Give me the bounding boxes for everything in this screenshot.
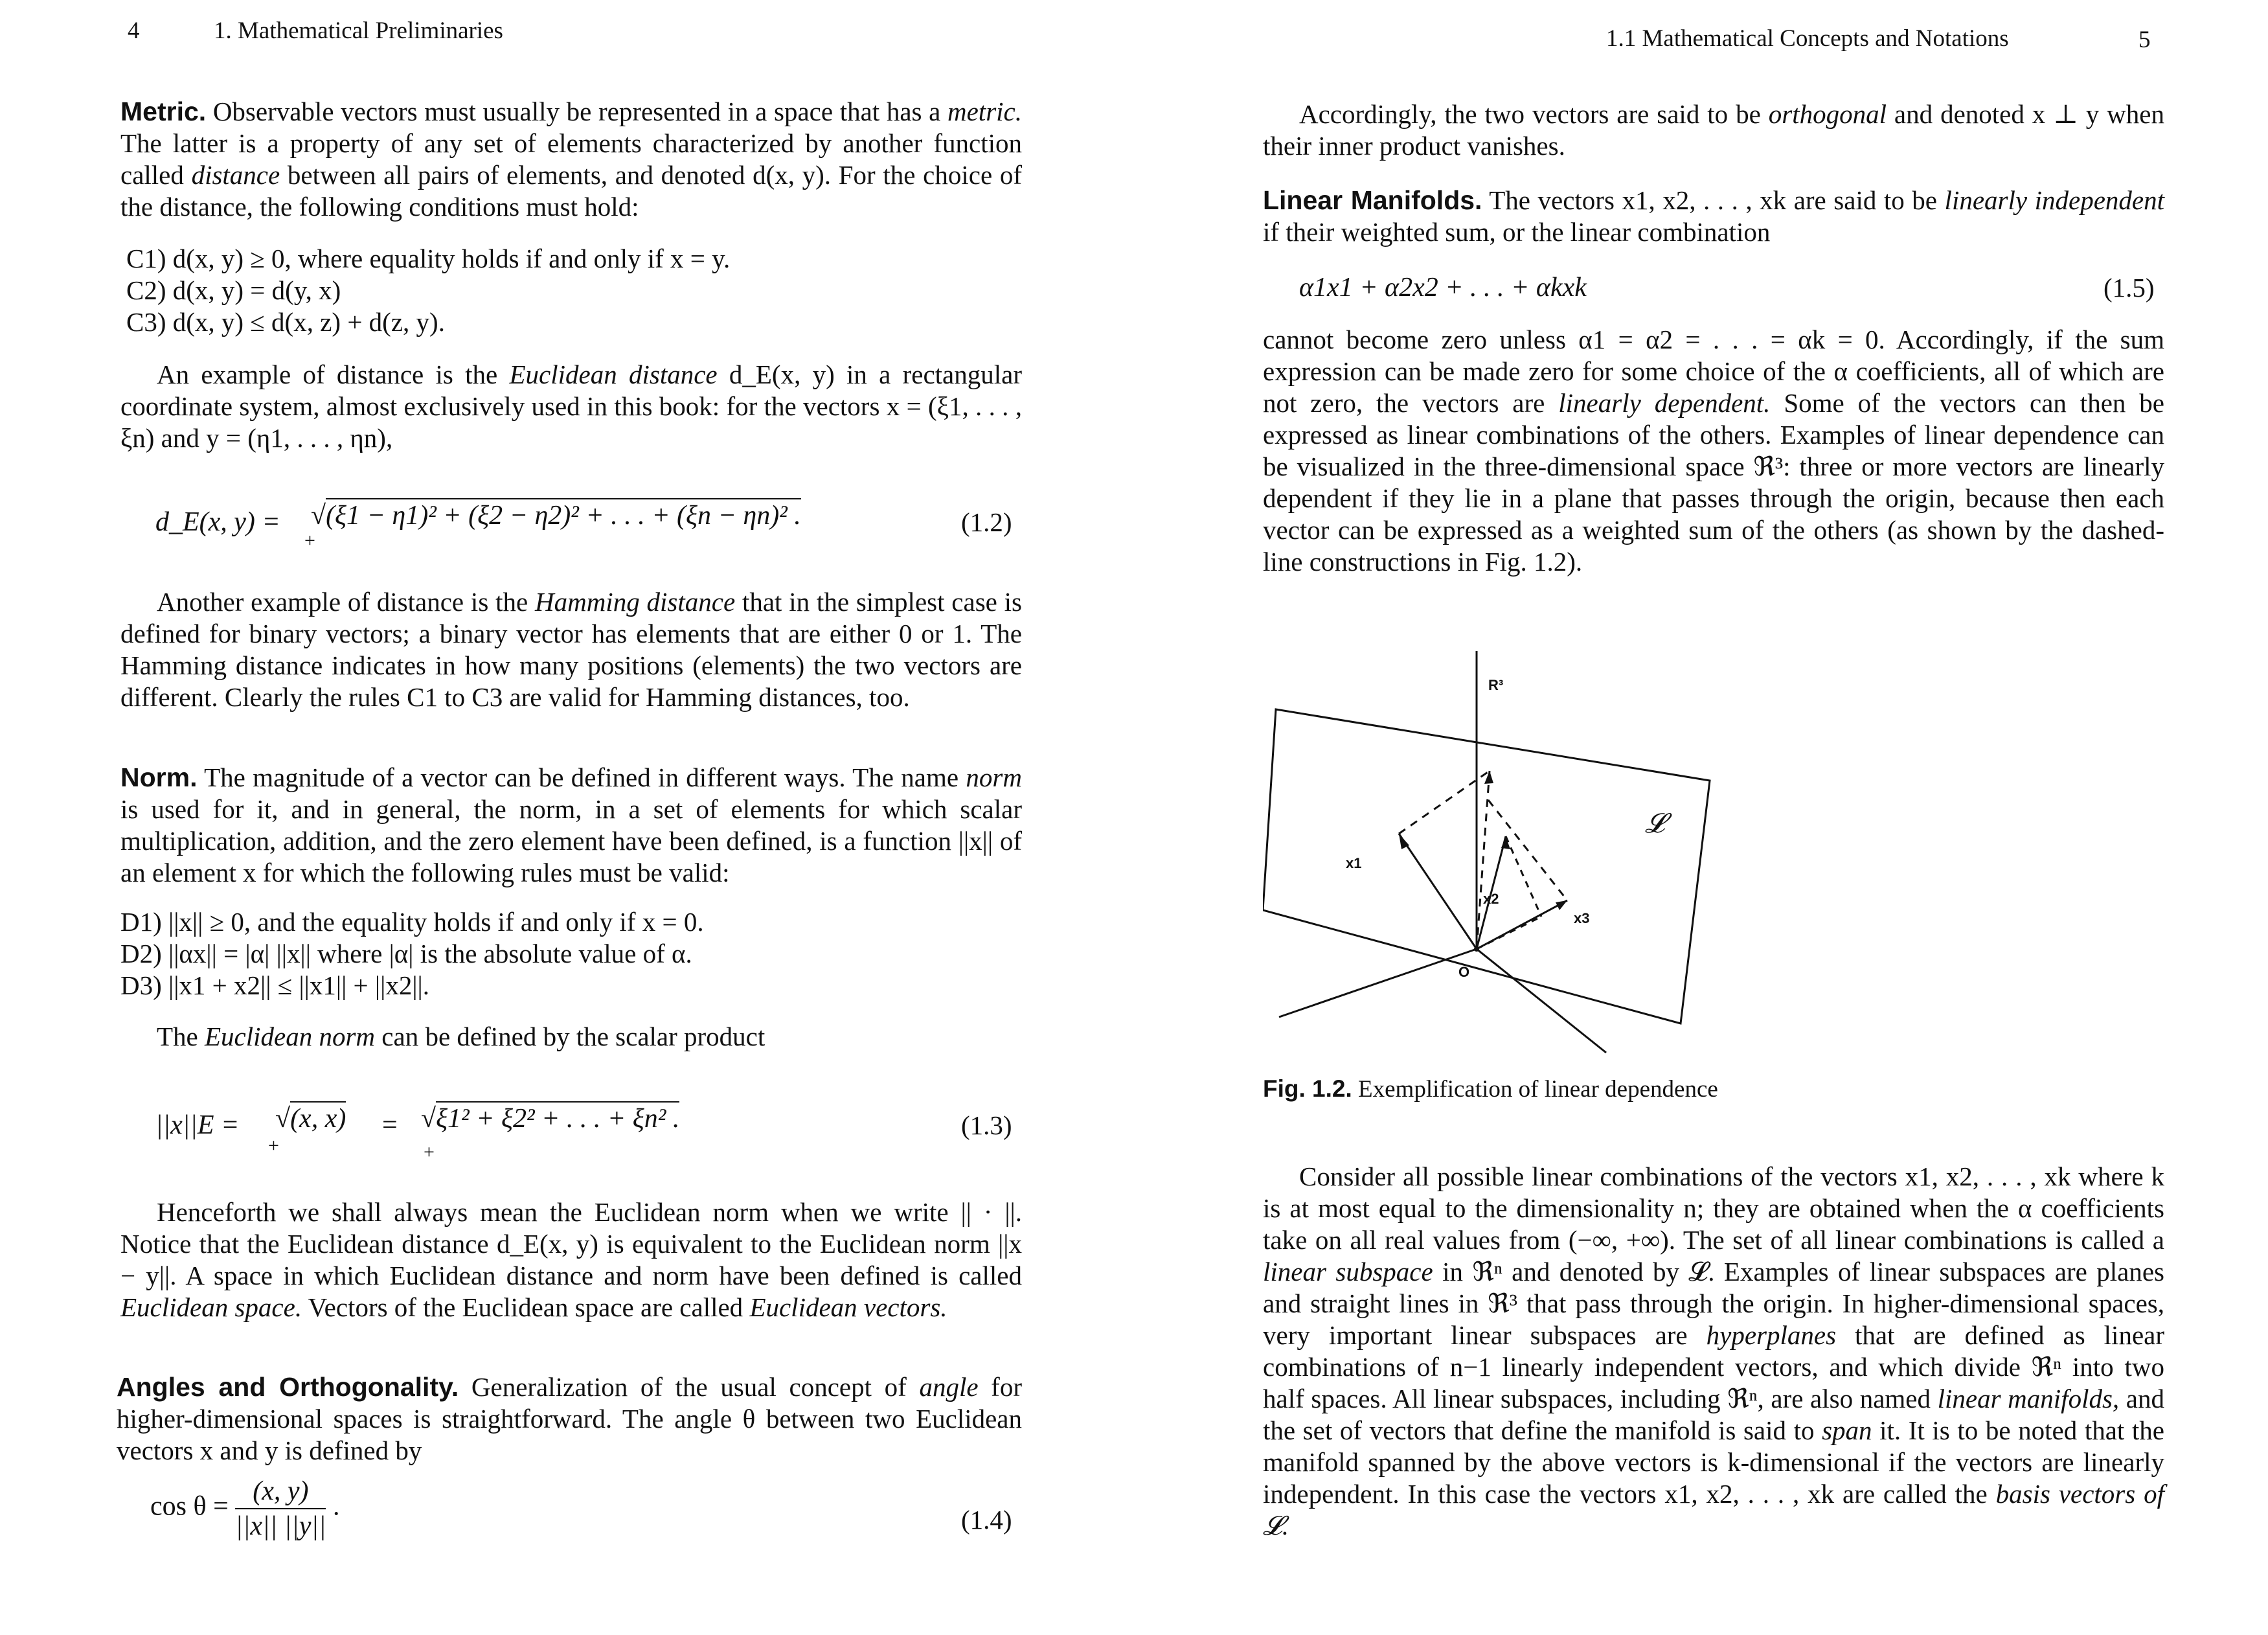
eq-1-5-expression: α1x1 + α2x2 + . . . + αkxk (1299, 273, 1587, 303)
eq-1-2-plus: + (304, 530, 315, 551)
eq-1-3-lhs: ||x||E = (155, 1110, 240, 1140)
orthogonal-paragraph: Accordingly, the two vectors are said to be orthogonal and denoted x ⊥ y when their inner product vanishes. (1263, 99, 2164, 161)
label-x1: x1 (1346, 855, 1362, 871)
eq-1-3-number: (1.3) (961, 1110, 1012, 1140)
linear-subspace-paragraph: Consider all possible linear combinations of the vectors x1, x2, . . . , xk where k is at most equal to the dimensionality n; they are obtained when the α coefficients take on all real values from (−∞, +∞). The set of all linear combinations is called a linear subspace in ℜⁿ and denoted by 𝓛. Examples of linear subspaces are planes and straight lines in ℜ³ that pass through the origin. In higher-dimensional spaces, very important linear subspaces are hyperplanes that are defined as linear combinations of n−1 linearly independent vectors, and which divide ℜⁿ into two half spaces. All linear subspaces, including ℜⁿ, are also named linear manifolds, and the set of vectors that define the manifold is said to span it. It is to be noted that the manifold spanned by the above vectors is k-dimensional if the vectors are linearly independent. In this case the vectors x1, x2, . . . , xk are called the basis vectors of 𝓛. (1263, 1161, 2165, 1540)
eq-1-3-plus-2: + (424, 1141, 435, 1163)
label-x2: x2 (1483, 891, 1499, 907)
eq-1-2-radical: √(ξ1 − η1)² + (ξ2 − η2)² + . . . + (ξn − ηn)² . (311, 500, 801, 531)
eq-1-4-number: (1.4) (961, 1505, 1012, 1535)
linear-dependence-paragraph: cannot become zero unless α1 = α2 = . . . = αk = 0. Accordingly, if the sum expression can be made zero for some choice of the α coefficients, all of which are not zero, the vectors are linearly dependent. Some of the vectors can then be expressed as linear combinations of the others. Examples of linear dependence can be visualized in the three-dimensional space ℜ³: three or more vectors are linearly dependent if they lie in a plane that passes through the origin, because then each vector can be expressed as a weighted sum of the others (as shown by the dashed-line constructions in Fig. 1.2). (1263, 325, 2164, 577)
linear-manifolds-heading: Linear Manifolds. (1263, 185, 1482, 215)
condition-c3: C3) d(x, y) ≤ d(x, z) + d(z, y). (126, 307, 445, 337)
euclidean-distance-paragraph: An example of distance is the Euclidean distance d_E(x, y) in a rectangular coordinate system, almost exclusively used in this book: for the vectors x = (ξ1, . . . , ξn) and y = (η1, . . . , ηn), (120, 360, 1022, 453)
origin-point (1474, 946, 1479, 952)
eq-1-2-lhs: d_E(x, y) = (155, 507, 280, 537)
eq-1-2-number: (1.2) (961, 507, 1012, 537)
eq-1-3-sqrt-sum: √ξ1² + ξ2² + . . . + ξn² . (421, 1103, 679, 1134)
axis-left (1279, 949, 1477, 1017)
rule-d3: D3) ||x1 + x2|| ≤ ||x1|| + ||x2||. (120, 970, 430, 1000)
linear-dependence-figure (1263, 651, 1729, 1059)
angles-heading: Angles and Orthogonality. (117, 1372, 459, 1402)
eq-1-3-equals: = (382, 1110, 398, 1140)
henceforth-paragraph: Henceforth we shall always mean the Euclidean norm when we write || · ||. Notice that the Euclidean distance d_E(x, y) is equivalent to the Euclidean norm ||x − y||. A space in which Euclidean distance and norm have been defined is called Euclidean space. Vectors of the Euclidean space are called Euclidean vectors. (120, 1197, 1022, 1322)
axis-right (1477, 949, 1606, 1053)
norm-paragraph: Norm. The magnitude of a vector can be defined in different ways. The name norm is used for it, and in general, the norm, in a set of elements for which scalar multiplication, addition, and the zero element have been defined, is a function ||x|| of an element x for which the following rules must be valid: (120, 762, 1022, 887)
rule-d2: D2) ||αx|| = |α| ||x|| where |α| is the absolute value of α. (120, 939, 692, 968)
label-r3: R³ (1488, 677, 1504, 693)
right-page-number: 5 (2138, 27, 2151, 53)
eq-1-4: cos θ = $\frac{(x, y)}{||x|| ||y||}$ . (150, 1476, 340, 1541)
eq-1-3-sqrt-xx: √(x, x) (275, 1103, 346, 1134)
label-plane-L: 𝓛 (1645, 807, 1665, 839)
right-running-head: 1.1 Mathematical Concepts and Notations (1606, 25, 2009, 52)
eq-1-5-number: (1.5) (2104, 273, 2155, 303)
vector-x1 (1399, 834, 1477, 949)
rule-d1: D1) ||x|| ≥ 0, and the equality holds if and only if x = 0. (120, 907, 704, 937)
condition-c2: C2) d(x, y) = d(y, x) (126, 275, 341, 305)
eq-1-3-plus-1: + (268, 1135, 279, 1156)
eq-1-4-fraction: $\frac{(x, y)}{||x|| ||y||}$ (235, 1476, 326, 1541)
linear-manifolds-paragraph: Linear Manifolds. The vectors x1, x2, . . . , xk are said to be linearly independent if their weighted sum, or the linear combination (1263, 185, 2164, 247)
label-x3: x3 (1574, 910, 1590, 926)
condition-c1: C1) d(x, y) ≥ 0, where equality holds if and only if x = y. (126, 244, 731, 273)
metric-heading: Metric. (120, 97, 207, 126)
arrow-x2 (1501, 836, 1510, 849)
angles-paragraph: Angles and Orthogonality. Generalization of the usual concept of angle for higher-dimensional spaces is straightforward. The angle θ between two Euclidean vectors x and y is defined by (117, 1372, 1022, 1465)
metric-paragraph: Metric. Observable vectors must usually be represented in a space that has a metric. The latter is a property of any set of elements characterized by another function called distance between all pairs of elements, and denoted d(x, y). For the choice of the distance, the following conditions must hold: (120, 97, 1022, 222)
left-running-head: 1. Mathematical Preliminaries (214, 17, 503, 44)
plane-L (1263, 709, 1710, 1023)
hamming-paragraph: Another example of distance is the Hamming distance that in the simplest case is defined for binary vectors; a binary vector has elements that are either 0 or 1. The Hamming distance indicates in how many positions (elements) the two vectors are different. Clearly the rules C1 to C3 are valid for Hamming distances, too. (120, 587, 1022, 712)
figure-caption: Fig. 1.2. Exemplification of linear dependence (1263, 1075, 1718, 1103)
dash-x2-sum (1506, 836, 1541, 917)
left-page-number: 4 (128, 17, 140, 44)
arrow-x3 (1556, 900, 1567, 910)
label-origin: O (1458, 964, 1470, 980)
norm-heading: Norm. (120, 762, 198, 792)
euclidean-norm-paragraph: The Euclidean norm can be defined by the scalar product (157, 1022, 765, 1051)
